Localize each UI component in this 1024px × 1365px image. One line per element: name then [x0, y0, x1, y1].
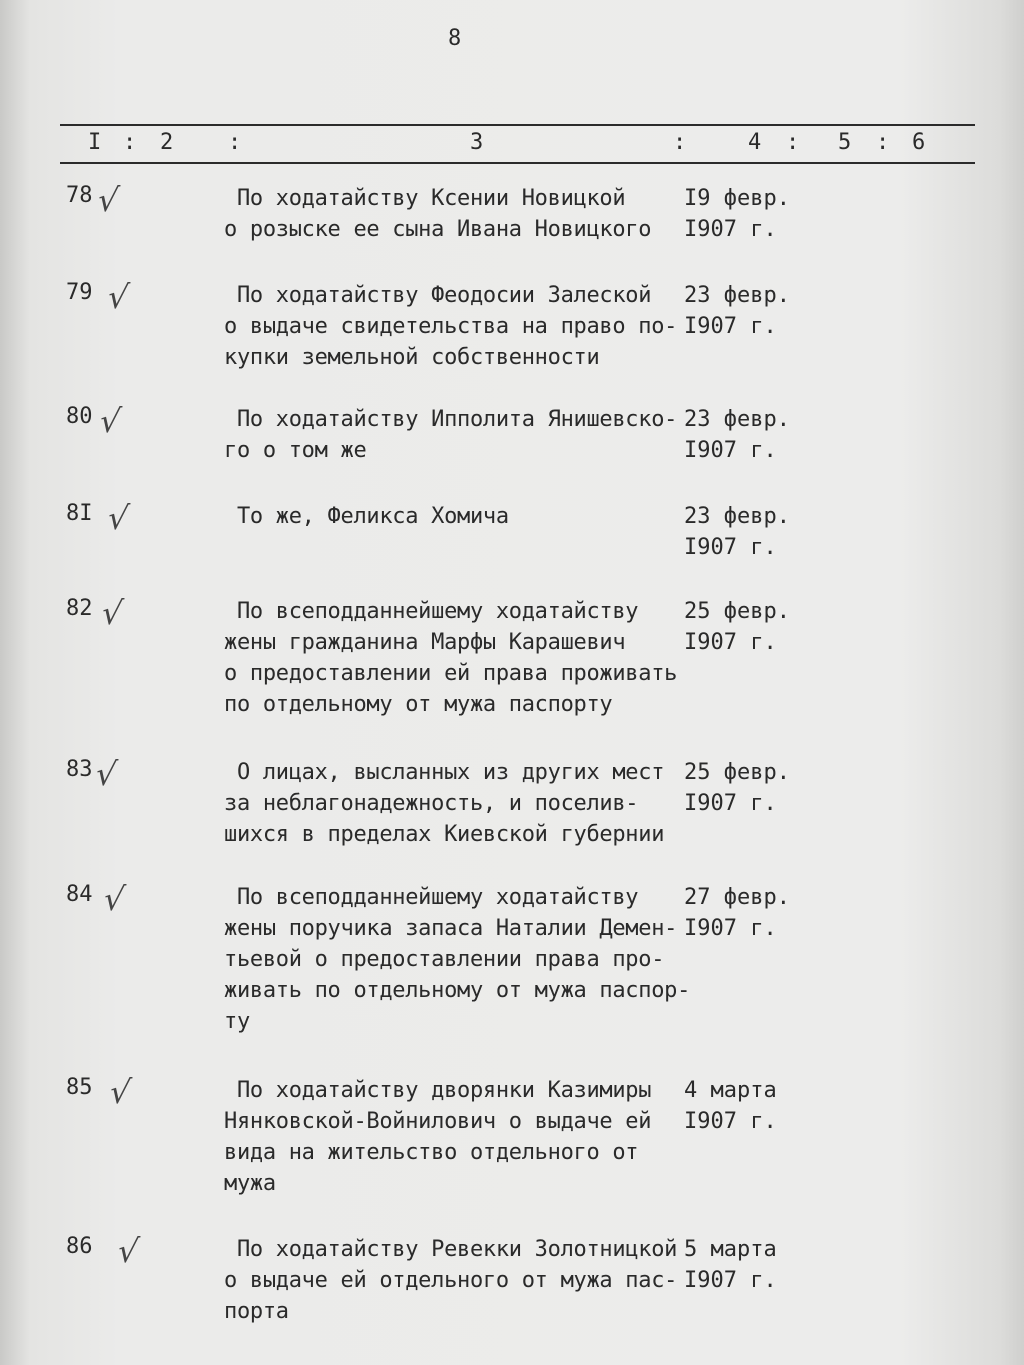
check-mark-icon: √ — [107, 1073, 134, 1111]
entry-description: По всеподданнейшему ходатайству жены гражданина Марфы Карашевич о предоставлении ей права проживать по отдельному от мужа паспорту — [224, 599, 678, 717]
entry-number: 80 — [66, 404, 93, 429]
column-separator: : — [786, 130, 800, 155]
entry-description: По ходатайству Ипполита Янишевско- го о том же — [224, 407, 678, 463]
entry-date: 25 февр. I907 г. — [684, 599, 790, 655]
page-number: 8 — [448, 26, 462, 51]
entry-description: По ходатайству Ревекки Золотницкой о выдаче ей отдельного от мужа пас- порта — [224, 1237, 678, 1324]
column-header-4: 4 — [748, 130, 762, 155]
check-mark-icon: √ — [101, 880, 128, 918]
entry-number: 84 — [66, 882, 93, 907]
entry-date: 23 февр. I907 г. — [684, 504, 790, 560]
header-rule-top — [60, 124, 975, 126]
entry-date: 23 февр. I907 г. — [684, 283, 790, 339]
entry-date: 5 марта I907 г. — [684, 1237, 777, 1293]
header-rule-bottom — [60, 162, 975, 164]
column-separator: : — [123, 130, 137, 155]
entry-number: 83 — [66, 757, 93, 782]
column-header-6: 6 — [912, 130, 926, 155]
entry-number: 82 — [66, 596, 93, 621]
entry-description: По всеподданнейшему ходатайству жены поручика запаса Наталии Демен- тьевой о предоставлении права про- живать по отдельному от мужа паспор- ту — [224, 885, 691, 1034]
check-mark-icon: √ — [95, 181, 122, 219]
entry-number: 8I — [66, 501, 93, 526]
column-separator: : — [876, 130, 890, 155]
column-header-2: 2 — [160, 130, 174, 155]
entry-date: 25 февр. I907 г. — [684, 760, 790, 816]
entry-description: По ходатайству Феодосии Залеской о выдаче свидетельства на право по- купки земельной собственности — [224, 283, 678, 370]
column-separator: : — [673, 130, 687, 155]
column-header-5: 5 — [838, 130, 852, 155]
entry-date: 27 февр. I907 г. — [684, 885, 790, 941]
check-mark-icon: √ — [105, 499, 132, 537]
entry-description: То же, Феликса Хомича — [224, 504, 509, 529]
column-header-1: I — [88, 130, 102, 155]
entry-number: 79 — [66, 280, 93, 305]
entry-date: 4 марта I907 г. — [684, 1078, 777, 1134]
column-separator: : — [228, 130, 242, 155]
check-mark-icon: √ — [105, 278, 132, 316]
entry-date: I9 февр. I907 г. — [684, 186, 790, 242]
check-mark-icon: √ — [115, 1232, 142, 1270]
check-mark-icon: √ — [93, 755, 120, 793]
entry-date: 23 февр. I907 г. — [684, 407, 790, 463]
column-header-3: 3 — [470, 130, 484, 155]
check-mark-icon: √ — [99, 594, 126, 632]
entry-number: 85 — [66, 1075, 93, 1100]
entry-description: По ходатайству Ксении Новицкой о розыске ее сына Ивана Новицкого — [224, 186, 652, 242]
entry-number: 78 — [66, 183, 93, 208]
entry-description: О лицах, высланных из других мест за неблагонадежность, и поселив- шихся в пределах Киевской губернии — [224, 760, 665, 847]
entry-number: 86 — [66, 1234, 93, 1259]
entry-description: По ходатайству дворянки Казимиры Нянковской-Войнилович о выдаче ей вида на жительство отдельного от мужа — [224, 1078, 652, 1196]
check-mark-icon: √ — [97, 402, 124, 440]
